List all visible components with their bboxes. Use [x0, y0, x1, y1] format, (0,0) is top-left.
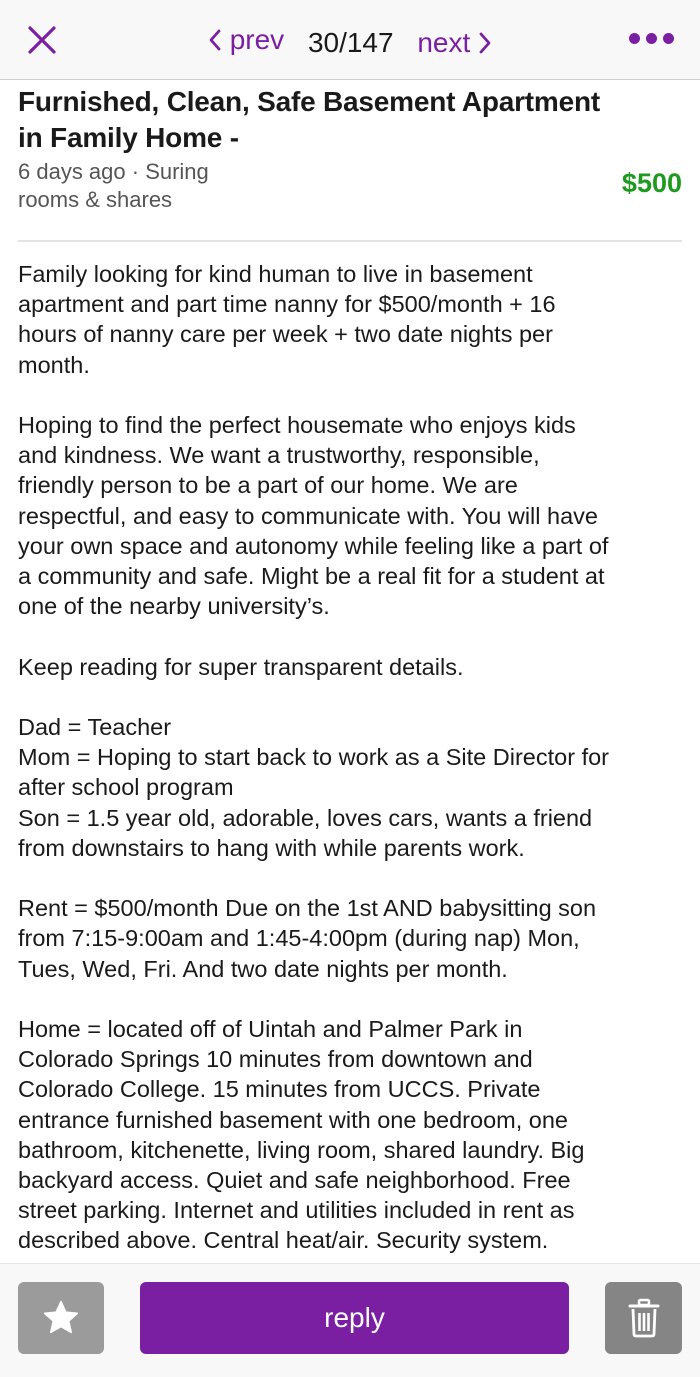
description-line: Hoping to find the perfect housemate who enjoys kids	[18, 412, 576, 438]
description-line: Colorado College. 15 minutes from UCCS. Private	[18, 1076, 541, 1103]
description-line: backyard access. Quiet and safe neighborhood. Free	[18, 1167, 571, 1194]
more-dots-icon	[663, 33, 674, 44]
description-line: Dad = Teacher	[18, 714, 172, 740]
more-dots-icon	[629, 33, 640, 44]
header-divider	[18, 240, 682, 242]
description-line: Family looking for kind human to live in basement	[18, 261, 533, 287]
chevron-right-icon	[478, 31, 492, 55]
description-line: entrance furnished basement with one bedroom, one	[18, 1106, 568, 1133]
description-line: described above. Central heat/air. Security system.	[18, 1227, 549, 1254]
listing-title-line: Furnished, Clean, Safe Basement Apartment	[18, 86, 601, 117]
listing-position: 30/147	[307, 27, 394, 58]
prev-button[interactable]	[208, 20, 284, 60]
description-line: friendly person to be a part of our home. We are	[18, 472, 518, 499]
description-line: apartment and part time nanny for $500/month + 16	[18, 291, 556, 318]
delete-button[interactable]	[605, 1282, 682, 1354]
listing-meta-row	[18, 158, 682, 218]
description-line: Son = 1.5 year old, adorable, loves cars, wants a friend	[18, 804, 593, 831]
description-paragraph	[18, 652, 686, 682]
description-line: Mom = Hoping to start back to work as a Site Director for	[18, 744, 609, 771]
description-paragraph	[18, 259, 686, 380]
description-line: your own space and autonomy while feeling like a part of	[18, 532, 609, 559]
description-line: street parking. Internet and utilities included in rent as	[18, 1197, 575, 1224]
listing-price: $500	[621, 168, 682, 198]
more-options-button[interactable]	[629, 33, 674, 44]
listing-title-line: in Family Home -	[18, 122, 239, 153]
next-label: next	[417, 27, 471, 58]
description-line: hours of nanny care per week + two date nights per	[18, 321, 553, 348]
description-paragraph	[18, 893, 686, 984]
description-paragraph	[18, 410, 686, 621]
more-dots-icon	[646, 33, 657, 44]
listing-meta	[18, 158, 682, 214]
listing-pager	[0, 20, 700, 63]
next-button[interactable]	[417, 23, 492, 63]
listing-title	[18, 84, 682, 156]
bottom-action-bar	[0, 1263, 700, 1377]
trash-icon	[627, 1298, 661, 1338]
description-line: Keep reading for super transparent details.	[18, 653, 464, 680]
description-line: Colorado Springs 10 minutes from downtown and	[18, 1046, 533, 1073]
description-line: respectful, and easy to communicate with. You will have	[18, 502, 598, 529]
description-line: after school program	[18, 774, 234, 801]
star-icon	[41, 1298, 81, 1338]
listing-category: rooms & shares	[18, 187, 173, 212]
description-line: Home = located off of Uintah and Palmer Park in	[18, 1016, 523, 1042]
description-line: Tues, Wed, Fri. And two date nights per month.	[18, 955, 508, 982]
listing-description	[18, 259, 686, 1256]
posted-and-location: 6 days ago · Suring	[18, 159, 209, 184]
description-line: one of the nearby university’s.	[18, 593, 330, 620]
listing-header	[18, 84, 682, 218]
description-paragraph	[18, 712, 686, 863]
description-line: a community and safe. Might be a real fit for a student at	[18, 563, 605, 590]
description-line: from 7:15-9:00am and 1:45-4:00pm (during nap) Mon,	[18, 925, 580, 952]
description-paragraph	[18, 1014, 686, 1256]
reply-button[interactable]: reply	[140, 1282, 569, 1354]
description-line: bathroom, kitchenette, living room, shared laundry. Big	[18, 1136, 585, 1163]
description-line: from downstairs to hang with while parents work.	[18, 834, 525, 861]
prev-label: prev	[229, 24, 285, 55]
description-line: month.	[18, 351, 90, 378]
favorite-button[interactable]	[18, 1282, 104, 1354]
top-nav-bar	[0, 0, 700, 80]
description-line: and kindness. We want a trustworthy, responsible,	[18, 442, 540, 469]
description-line: Rent = $500/month Due on the 1st AND babysitting son	[18, 895, 597, 922]
chevron-left-icon	[208, 28, 222, 52]
